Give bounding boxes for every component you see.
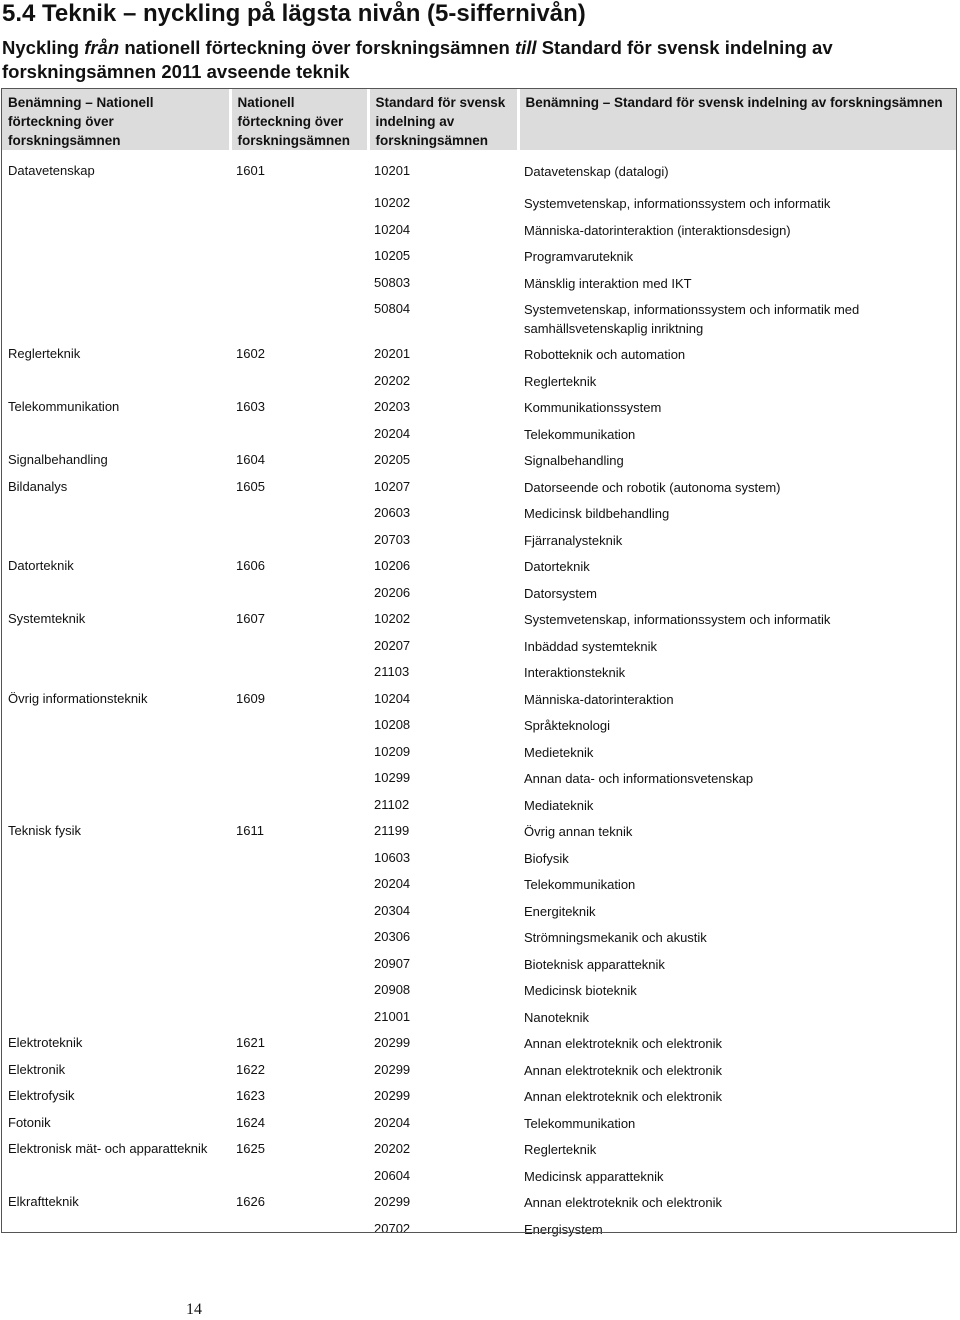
row-national-code — [230, 869, 368, 896]
row-standard-name: Medieteknik — [524, 744, 594, 760]
row-standard-name: Nanoteknik — [524, 1009, 590, 1025]
row-national-name — [2, 790, 230, 817]
row-national-name: Datavetenskap — [8, 163, 95, 178]
table-row — [2, 1187, 957, 1214]
row-standard-name: Annan elektroteknik och elektronik — [524, 1062, 723, 1078]
table-row — [2, 790, 957, 817]
row-standard-name: Datorsystem — [524, 585, 597, 601]
row-standard-code: 20703 — [374, 531, 411, 547]
row-national-code — [230, 737, 368, 764]
row-national-name: Signalbehandling — [8, 452, 108, 467]
row-standard-name: Robotteknik och automation — [524, 347, 686, 362]
row-national-code: 1607 — [236, 611, 265, 626]
row-national-name: Reglerteknik — [8, 346, 81, 361]
table-row — [2, 631, 957, 658]
header-standard-code: Standard för svensk indelning av forskningsämnen — [368, 88, 518, 150]
row-standard-code: 20299 — [374, 1194, 411, 1209]
row-national-code: 1625 — [236, 1141, 265, 1156]
table-row — [2, 896, 957, 923]
row-national-name — [2, 896, 230, 923]
row-national-name: Elkraftteknik — [8, 1194, 79, 1209]
row-standard-name: Datorseende och robotik (autonoma system) — [524, 479, 781, 495]
row-standard-name: Medicinsk bildbehandling — [524, 506, 670, 521]
row-standard-name: Övrig annan teknik — [524, 824, 633, 839]
row-standard-name: Telekommunikation — [524, 877, 636, 892]
row-national-code: 1623 — [236, 1088, 265, 1103]
row-national-code — [230, 922, 368, 949]
row-national-code — [230, 843, 368, 870]
row-national-name — [2, 710, 230, 737]
table-header-row — [2, 88, 957, 150]
row-national-name — [2, 498, 230, 525]
row-standard-code: 10201 — [374, 163, 411, 178]
row-national-code: 1626 — [236, 1194, 265, 1209]
row-standard-name: Bioteknisk apparatteknik — [524, 956, 665, 972]
row-national-name — [2, 763, 230, 790]
row-standard-name: Inbäddad systemteknik — [524, 638, 657, 654]
row-standard-name: Människa-datorinteraktion — [524, 691, 674, 707]
table-row — [2, 604, 957, 631]
row-standard-code: 20202 — [374, 1141, 411, 1156]
row-national-code — [230, 631, 368, 658]
row-national-name — [2, 188, 230, 215]
row-standard-code: 10206 — [374, 558, 411, 573]
row-standard-name: Interaktionsteknik — [524, 665, 626, 680]
row-national-name: Datorteknik — [8, 558, 74, 573]
table-row — [2, 763, 957, 790]
row-standard-name: Annan data- och informationsvetenskap — [524, 771, 754, 786]
table-row — [2, 710, 957, 737]
row-national-name — [2, 241, 230, 268]
table-row — [2, 1028, 957, 1055]
row-standard-code: 20202 — [374, 372, 411, 388]
table-row — [2, 1161, 957, 1188]
row-standard-code: 10207 — [374, 478, 411, 494]
row-national-name — [2, 1161, 230, 1188]
row-standard-name: Energisystem — [524, 1221, 603, 1237]
subheading-part-4: till — [514, 37, 537, 58]
row-national-code — [230, 657, 368, 684]
row-standard-name: Annan elektroteknik och elektronik — [524, 1195, 723, 1210]
table-row — [2, 975, 957, 1002]
table-row — [2, 922, 957, 949]
table-row — [2, 366, 957, 393]
page-number: 14 — [186, 1301, 202, 1318]
row-national-code — [230, 294, 368, 339]
row-standard-code: 20299 — [374, 1061, 411, 1077]
row-standard-name: Människa-datorinteraktion (interaktionsdesign) — [524, 222, 791, 238]
row-standard-code: 20201 — [374, 346, 411, 361]
table-row — [2, 339, 957, 366]
row-national-name: Bildanalys — [8, 478, 68, 494]
table-row — [2, 816, 957, 843]
table-row — [2, 294, 957, 339]
row-national-name — [2, 1214, 230, 1241]
table-row — [2, 949, 957, 976]
row-national-code: 1622 — [236, 1061, 265, 1077]
row-national-code — [230, 710, 368, 737]
table-row — [2, 419, 957, 446]
row-national-code — [230, 790, 368, 817]
table-row — [2, 1134, 957, 1161]
row-national-name: Elektronik — [8, 1061, 66, 1077]
row-national-code — [230, 188, 368, 215]
table-row — [2, 737, 957, 764]
row-national-name: Fotonik — [8, 1114, 51, 1130]
row-national-name: Teknisk fysik — [8, 823, 81, 838]
table-row — [2, 241, 957, 268]
row-standard-name: Strömningsmekanik och akustik — [524, 930, 707, 945]
table-row — [2, 268, 957, 295]
header-national-code: Nationell förteckning över forskningsämnen — [230, 88, 368, 150]
row-standard-name: Telekommunikation — [524, 426, 636, 442]
row-standard-code: 10204 — [374, 221, 411, 237]
row-national-code — [230, 268, 368, 295]
row-national-name — [2, 419, 230, 446]
row-national-name — [2, 525, 230, 552]
row-national-name — [2, 215, 230, 242]
row-national-name: Elektrofysik — [8, 1088, 75, 1103]
row-national-name — [2, 975, 230, 1002]
row-standard-code: 50804 — [374, 301, 411, 316]
row-standard-code: 21199 — [374, 823, 410, 838]
row-national-code — [230, 1161, 368, 1188]
table-row — [2, 1055, 957, 1082]
row-standard-code: 10603 — [374, 849, 411, 865]
section-subheading — [2, 36, 952, 84]
row-standard-code: 21102 — [374, 796, 410, 812]
table-row — [2, 188, 957, 215]
row-national-code — [230, 1002, 368, 1029]
subheading-part-2: från — [84, 37, 120, 58]
table-row — [2, 657, 957, 684]
row-national-code — [230, 419, 368, 446]
subheading-part-1: Nyckling — [2, 37, 85, 58]
row-standard-code: 10209 — [374, 743, 411, 759]
table-row — [2, 1081, 957, 1108]
table-row — [2, 684, 957, 711]
row-standard-name: Datavetenskap (datalogi) — [524, 164, 669, 179]
table-row — [2, 1108, 957, 1135]
row-standard-code: 10299 — [374, 770, 411, 785]
row-national-name: Systemteknik — [8, 611, 86, 626]
row-national-code: 1621 — [236, 1035, 265, 1050]
table-row — [2, 869, 957, 896]
row-standard-name: Medicinsk apparatteknik — [524, 1168, 664, 1184]
row-national-code: 1609 — [236, 690, 265, 706]
row-standard-name: Mediateknik — [524, 797, 594, 813]
row-standard-code: 10208 — [374, 717, 411, 732]
row-national-code: 1602 — [236, 346, 265, 361]
row-standard-name: Systemvetenskap, informationssystem och informatik — [524, 196, 831, 211]
row-standard-name: Programvaruteknik — [524, 249, 634, 264]
row-national-name: Elektronisk mät- och apparatteknik — [8, 1141, 208, 1156]
row-national-name — [2, 949, 230, 976]
row-national-code — [230, 975, 368, 1002]
row-national-code: 1611 — [236, 823, 264, 838]
row-national-name — [2, 869, 230, 896]
row-standard-code: 20204 — [374, 876, 411, 891]
row-standard-name: Energiteknik — [524, 903, 596, 919]
row-standard-code: 10202 — [374, 611, 411, 626]
row-standard-name: Datorteknik — [524, 559, 590, 574]
table-row — [2, 472, 957, 499]
row-standard-name: Annan elektroteknik och elektronik — [524, 1089, 723, 1104]
table-row — [2, 551, 957, 578]
row-standard-code: 20204 — [374, 1114, 411, 1130]
table-row — [2, 445, 957, 472]
row-national-name — [2, 737, 230, 764]
row-standard-name: Språkteknologi — [524, 718, 610, 733]
row-standard-code: 10204 — [374, 690, 411, 706]
subheading-part-5: Standard för svensk indelning av forskningsämnen 2011 avseende teknik — [2, 37, 833, 82]
row-standard-code: 10202 — [374, 195, 411, 210]
row-national-name — [2, 657, 230, 684]
row-standard-name: Telekommunikation — [524, 1115, 636, 1131]
row-national-name — [2, 1002, 230, 1029]
row-standard-code: 20908 — [374, 982, 411, 997]
row-national-name: Övrig informationsteknik — [8, 690, 148, 706]
row-standard-code: 20207 — [374, 637, 411, 653]
row-standard-code: 20203 — [374, 399, 411, 414]
table-row — [2, 843, 957, 870]
table-row — [2, 1002, 957, 1029]
row-standard-code: 20603 — [374, 505, 411, 520]
table-row — [2, 150, 957, 188]
subheading-part-3: nationell förteckning över forskningsämnen — [119, 37, 515, 58]
row-national-code: 1624 — [236, 1114, 265, 1130]
row-standard-code: 20205 — [374, 452, 411, 467]
row-standard-name: Medicinsk bioteknik — [524, 983, 637, 998]
row-national-name: Telekommunikation — [8, 399, 120, 414]
row-standard-name: Mänsklig interaktion med IKT — [524, 275, 692, 291]
row-standard-name: Systemvetenskap, informationssystem och informatik — [524, 612, 831, 627]
row-national-code: 1603 — [236, 399, 265, 414]
row-national-code — [230, 241, 368, 268]
table-row — [2, 392, 957, 419]
row-standard-name: Biofysik — [524, 850, 569, 866]
row-standard-name: Reglerteknik — [524, 1142, 597, 1157]
table-row — [2, 498, 957, 525]
row-national-code — [230, 498, 368, 525]
row-standard-name: Fjärranalysteknik — [524, 532, 623, 548]
mapping-table — [2, 88, 957, 1240]
row-national-name — [2, 366, 230, 393]
row-standard-code: 20604 — [374, 1167, 411, 1183]
row-national-name — [2, 843, 230, 870]
row-national-code: 1605 — [236, 478, 265, 494]
header-standard-name: Benämning – Standard för svensk indelning av forskningsämnen — [518, 88, 957, 150]
row-national-name — [2, 631, 230, 658]
row-standard-code: 20206 — [374, 584, 411, 600]
table-row — [2, 578, 957, 605]
row-standard-code: 20907 — [374, 955, 411, 971]
row-national-code — [230, 896, 368, 923]
row-national-code — [230, 1214, 368, 1241]
row-standard-code: 20299 — [374, 1088, 411, 1103]
row-national-name — [2, 922, 230, 949]
row-national-code: 1604 — [236, 452, 265, 467]
row-standard-code: 21001 — [374, 1008, 411, 1024]
row-national-code — [230, 525, 368, 552]
row-national-name — [2, 268, 230, 295]
row-standard-code: 20702 — [374, 1220, 411, 1236]
row-standard-code: 20304 — [374, 902, 411, 918]
section-heading: 5.4 Teknik – nyckling på lägsta nivån (5-siffernivån) — [2, 0, 586, 27]
row-standard-code: 10205 — [374, 248, 411, 263]
row-standard-name: Reglerteknik — [524, 373, 597, 389]
row-national-code: 1601 — [236, 163, 265, 178]
row-standard-code: 20306 — [374, 929, 411, 944]
row-national-code — [230, 763, 368, 790]
row-standard-name: Systemvetenskap, informationssystem och informatik med samhällsvetenskaplig inriktning — [524, 302, 860, 336]
row-national-name: Elektroteknik — [8, 1035, 83, 1050]
row-standard-name: Kommunikationssystem — [524, 400, 662, 415]
row-standard-code: 50803 — [374, 274, 411, 290]
table-row — [2, 1214, 957, 1241]
row-national-code — [230, 949, 368, 976]
row-standard-name: Annan elektroteknik och elektronik — [524, 1036, 723, 1051]
row-national-name — [2, 578, 230, 605]
row-national-code — [230, 215, 368, 242]
row-standard-name: Signalbehandling — [524, 453, 624, 468]
row-standard-code: 20299 — [374, 1035, 411, 1050]
row-standard-code: 20204 — [374, 425, 411, 441]
row-standard-code: 21103 — [374, 664, 410, 679]
row-national-code: 1606 — [236, 558, 265, 573]
row-national-code — [230, 366, 368, 393]
row-national-code — [230, 578, 368, 605]
table-row — [2, 525, 957, 552]
row-national-name — [2, 294, 230, 339]
table-row — [2, 215, 957, 242]
header-national-name: Benämning – Nationell förteckning över forskningsämnen — [2, 88, 230, 150]
